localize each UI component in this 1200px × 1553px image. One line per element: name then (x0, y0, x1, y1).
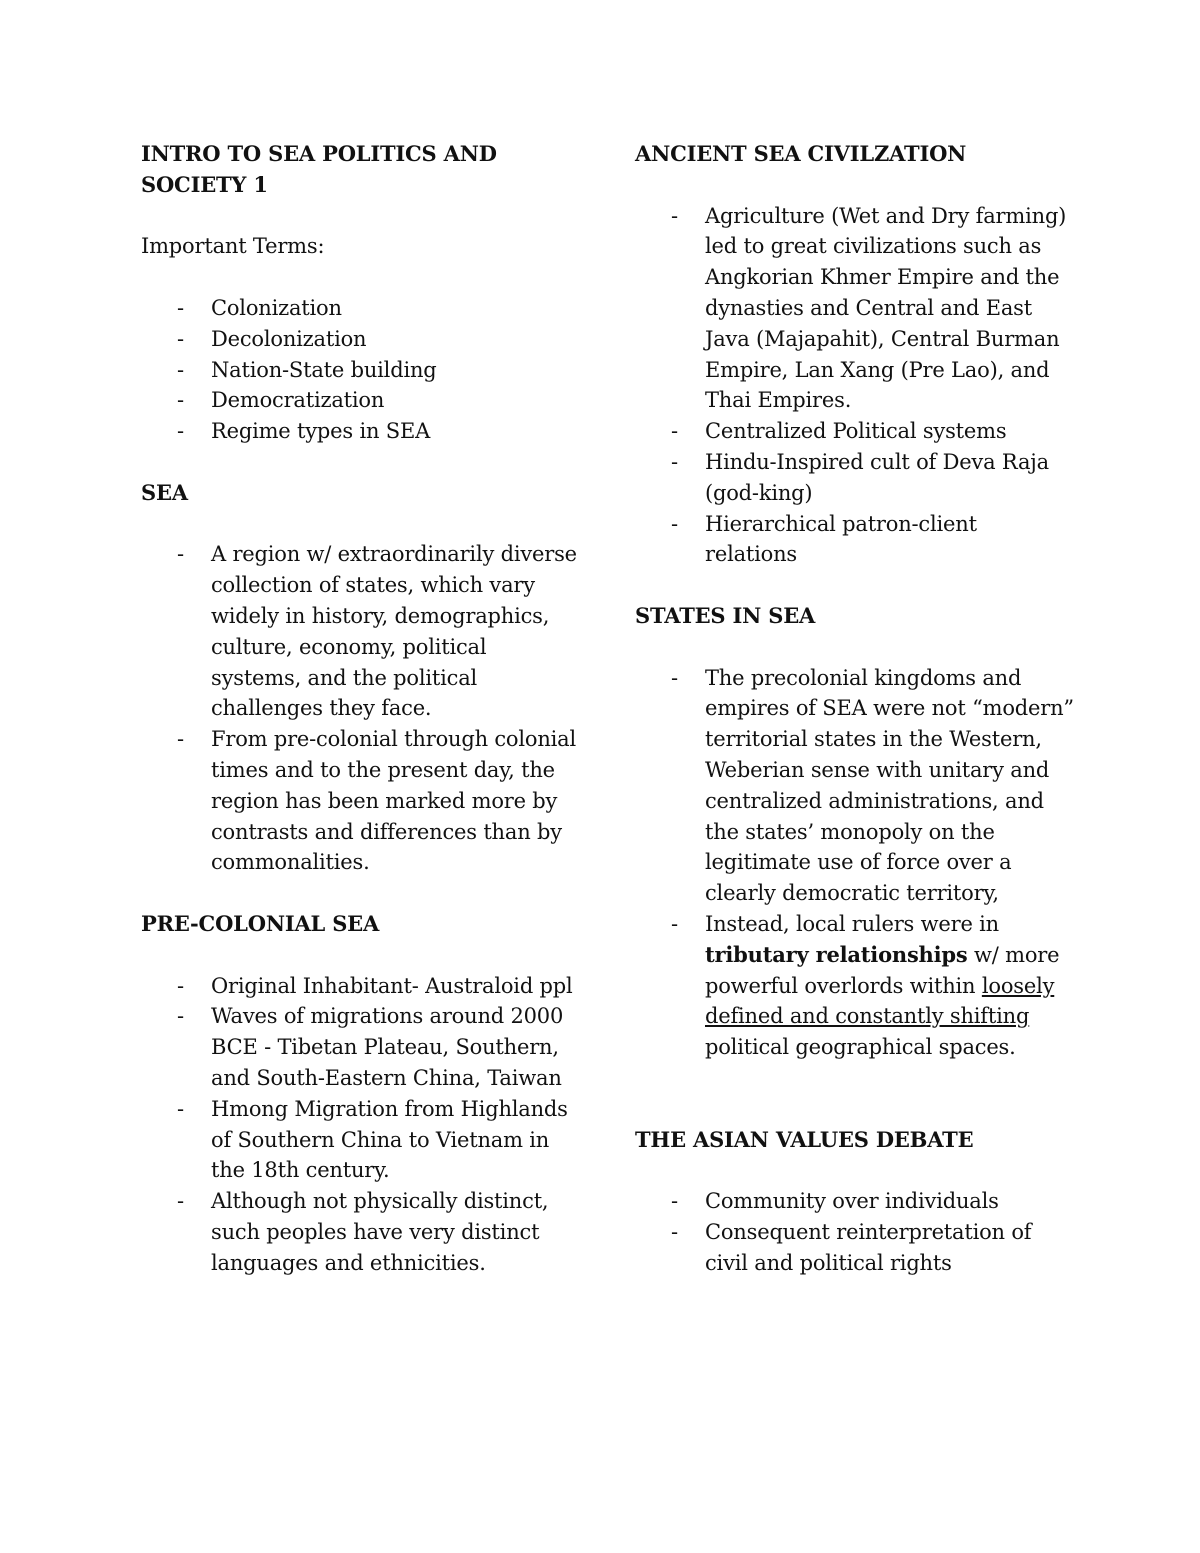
ancient-list (635, 201, 1075, 571)
states-heading: STATES IN SEA (635, 602, 816, 628)
asian-values-heading: THE ASIAN VALUES DEBATE (635, 1126, 974, 1152)
list-item (635, 909, 1075, 1063)
list-item: - Nation-State building (141, 355, 581, 386)
list-item: - Regime types in SEA (141, 416, 581, 447)
list-item: - Democratization (141, 385, 581, 416)
list-item: - Hmong Migration from Highlands of Southern China to Vietnam in the 18th century. (141, 1094, 581, 1186)
text-run: Instead, local rulers were in (705, 911, 999, 936)
list-item: - Agriculture (Wet and Dry farming) led to great civilizations such as Angkorian Khmer Empire and the dynasties and Central and East Java (Majapahit), Central Burman Empire, Lan Xang (Pre Lao), and Thai Empires. (635, 201, 1075, 417)
left-column (141, 139, 581, 1278)
list-item: - Colonization (141, 293, 581, 324)
sea-heading: SEA (141, 479, 188, 505)
list-item: - Hierarchical patron-client relations (635, 509, 1075, 571)
list-item: - A region w/ extraordinarily diverse collection of states, which vary widely in history, demographics, culture, economy, political systems, and the political challenges they face. (141, 539, 581, 724)
sea-list (141, 539, 581, 878)
text-run: political geographical spaces. (705, 1035, 1016, 1060)
list-item: - Centralized Political systems (635, 416, 1075, 447)
underlined-phrase: loosely defined and constantly shifting (705, 973, 1055, 1029)
list-item: - Waves of migrations around 2000 BCE - Tibetan Plateau, Southern, and South-Eastern China, Taiwan (141, 1001, 581, 1093)
precolonial-heading: PRE-COLONIAL SEA (141, 910, 380, 936)
list-item: - Original Inhabitant- Australoid ppl (141, 971, 581, 1002)
list-item: - Decolonization (141, 324, 581, 355)
list-item: - Consequent reinterpretation of civil and political rights (635, 1217, 1075, 1279)
states-list (635, 663, 1075, 1063)
list-item: - Hindu-Inspired cult of Deva Raja (god-king) (635, 447, 1075, 509)
asian-values-list (635, 1186, 1075, 1278)
document-title: INTRO TO SEA POLITICS AND SOCIETY 1 (141, 141, 497, 197)
important-terms-label: Important Terms: (141, 234, 325, 259)
list-item: - Community over individuals (635, 1186, 1075, 1217)
terms-list (141, 293, 581, 447)
list-item: - The precolonial kingdoms and empires of SEA were not “modern” territorial states in the Western, Weberian sense with unitary and centralized administrations, and the states’ monopoly on the legitimate use of force over a clearly democratic territory, (635, 663, 1075, 909)
right-column (635, 139, 1075, 1278)
precolonial-list (141, 971, 581, 1279)
ancient-heading: ANCIENT SEA CIVILZATION (635, 141, 967, 166)
bold-phrase: tributary relationships (705, 941, 968, 967)
text-run: w/ more powerful overlords within (705, 942, 1060, 998)
list-item: - Although not physically distinct, such peoples have very distinct languages and ethnicities. (141, 1186, 581, 1278)
list-item: - From pre-colonial through colonial times and to the present day, the region has been marked more by contrasts and differences than by commonalities. (141, 724, 581, 878)
